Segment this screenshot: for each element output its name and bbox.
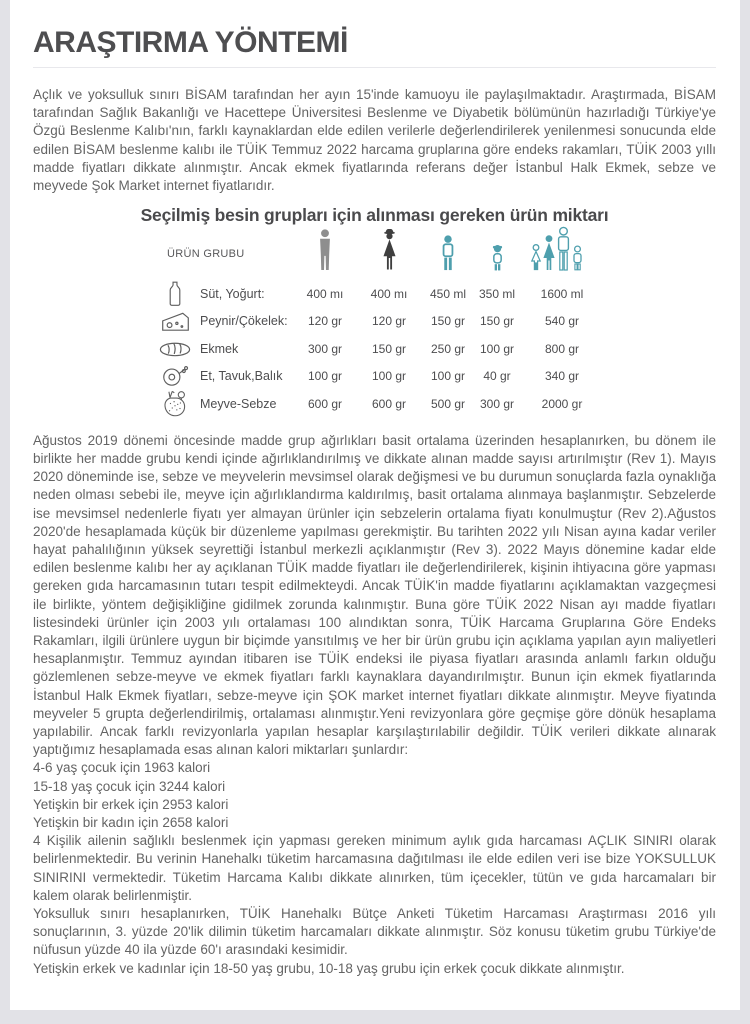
quantity-cell: 500 gr bbox=[430, 396, 466, 411]
column-header-adult-male bbox=[300, 228, 350, 280]
toddler-icon bbox=[490, 244, 505, 276]
quantity-cell: 100 gr bbox=[371, 369, 407, 384]
food-row-label: Süt, Yoğurt: bbox=[200, 286, 265, 301]
food-icon-cell bbox=[150, 280, 200, 308]
quantity-cell: 400 mı bbox=[370, 286, 408, 301]
quantity-cell: 150 gr bbox=[430, 314, 466, 329]
quantity-cell: 300 gr bbox=[307, 341, 343, 356]
food-icon-cell bbox=[150, 390, 200, 418]
man-icon bbox=[315, 229, 335, 276]
quantity-cell: 150 gr bbox=[371, 341, 407, 356]
food-row-label: Et, Tavuk,Balık bbox=[200, 369, 283, 384]
column-header-toddler bbox=[468, 228, 526, 280]
poverty-threshold-paragraph: Yoksulluk sınırı hesaplanırken, TÜİK Hanehalkı Bütçe Anketi Tüketim Harcaması Araştırması 2016 yılı sonuçlarının, 3. yüzde 20'lik dilimin tüketim harcamaları dikkate alınmıştır. Söz konusu tüketim grubu Türkiye'de nüfusun yüzde 40 ila yüzde 60'ı arasındaki kesimidir. bbox=[33, 906, 716, 958]
quantity-cell: 600 gr bbox=[307, 396, 343, 411]
hunger-threshold-paragraph: 4 Kişilik ailenin sağlıklı beslenmek için yapması gereken minimum aylık gıda harcaması AÇLIK SINIRI olarak belirlenmektedir. Bu verinin Hanehalkı tüketim harcamasına dağıtılması ile elde edilen veri ise bize YOKSULLUK SINIRINI vermektedir. Tüketim Harcama Kalıbı dikkate alınırken, tüm içecekler, tütün ve gıda harcamaları bir kalem olarak belirlenmiştir. bbox=[33, 833, 716, 903]
meat-icon bbox=[162, 365, 189, 387]
quantity-cell: 40 gr bbox=[483, 369, 511, 384]
produce-icon bbox=[163, 389, 187, 418]
title-divider bbox=[33, 67, 716, 68]
quantity-cell: 100 gr bbox=[430, 369, 466, 384]
quantity-cell: 540 gr bbox=[544, 314, 580, 329]
quantity-cell: 450 ml bbox=[429, 286, 467, 301]
food-icon-cell bbox=[150, 363, 200, 391]
quantity-cell: 600 gr bbox=[371, 396, 407, 411]
quantity-cell: 120 gr bbox=[371, 314, 407, 329]
quantity-cell: 1600 ml bbox=[540, 286, 584, 301]
quantity-cell: 800 gr bbox=[544, 341, 580, 356]
column-header-family bbox=[526, 228, 598, 280]
column-header-product-group: ÜRÜN GRUBU bbox=[167, 248, 245, 261]
calorie-line-adult-female: Yetişkin bir kadın için 2658 kalori bbox=[33, 814, 229, 830]
quantity-cell: 100 gr bbox=[307, 369, 343, 384]
intro-paragraph: Açlık ve yoksulluk sınırı BİSAM tarafından her ayın 15'inde kamuoyu ile paylaşılmaktadır. Araştırmada, BİSAM tarafından Sağlık Bakanlığı ve Hacettepe Üniversitesi Beslenme ve Diyabetik bölümünün hazırladığı Türkiye'ye Özgü Beslenme Kalıbı'nın, farklı kaynaklardan elde edilen verilerle değerlendirilerek yenilenmesi sonucunda elde edilen BİSAM beslenme kalıbı ile TÜİK Temmuz 2022 harcama gruplarına göre endeks rakamları, TÜİK 2003 yıllı madde fiyatları dikkate alınmıştır. Ancak ekmek fiyatlarında referans değer İstanbul Halk Ekmek, sebze ve meyvede Şok Market internet fiyatlarıdır. bbox=[33, 87, 716, 194]
cheese-icon bbox=[161, 311, 190, 332]
quantity-cell: 120 gr bbox=[307, 314, 343, 329]
quantity-cell: 100 gr bbox=[479, 341, 515, 356]
family-icon bbox=[530, 223, 594, 276]
quantity-cell: 350 ml bbox=[478, 286, 516, 301]
bread-icon bbox=[158, 341, 192, 357]
food-row-label: Peynir/Çökelek: bbox=[200, 314, 288, 329]
food-quantity-table-section bbox=[33, 205, 716, 418]
quantity-cell: 340 gr bbox=[544, 369, 580, 384]
calorie-line-adult-male: Yetişkin bir erkek için 2953 kalori bbox=[33, 796, 229, 812]
age-group-note: Yetişkin erkek ve kadınlar için 18-50 yaş grubu, 10-18 yaş grubu için erkek çocuk dikkate alınmıştır. bbox=[33, 960, 625, 976]
calorie-line-child-4-6: 4-6 yaş çocuk için 1963 kalori bbox=[33, 760, 211, 776]
quantity-cell: 250 gr bbox=[430, 341, 466, 356]
woman-icon bbox=[378, 229, 401, 276]
table-title: Seçilmiş besin grupları için alınması gereken ürün miktarı bbox=[140, 205, 609, 226]
method-paragraph: Ağustos 2019 dönemi öncesinde madde grup ağırlıkları basit ortalama üzerinden hesaplanırken, bu dönem ile birlikte her madde grubu kendi içinde ağırlıklandırılmış ve dikkate alınan madde sayısı artırılmıştır (Rev 1). Mayıs 2020 döneminde ise, sebze ve meyvelerin mevsimsel olarak değişmesi ve bu durumun sonuçlarda fazla oynaklığa neden olması sebebi ile, meyve için ağırlıklandırma kaldırılmış, basit ortalama alınmaya başlanmıştır. Sebzelerde ise mevsimsel nedenlerle fiyatı yer almayan ürünler için sebzelerin ortalama fiyatı konulmuştur (Rev 2).Ağustos 2020'de hesaplamada küçük bir düzenleme yapılması gerekmiştir. Bu tarihten 2022 yılı Nisan ayına kadar veriler hayat pahalılığının yüksek seyrettiği İstanbul merkezli açıklanmıştır (Rev 3). 2022 Mayıs dönemine kadar elde edilen beslenme kalıbı her ay açıklanan TÜİK madde fiyatları ile değerlendirilerek, kişinin ihtiyacına göre yapması gereken gıda harcamasının tutarı tespit edilmekteydi. Ancak TÜİK'in madde fiyatlarını açıklamaktan vazgeçmesi ile birlikte, yöntem değişikliğine gidilmek zorunda kalınmıştır. Buna göre TÜİK 2022 Nisan ayı madde fiyatları listesindeki ürünler için 2003 yılı ortalaması 100 alındıktan sonra, TÜİK Harcama Gruplarına Göre Endeks Rakamları, ilgili ürünlere uygun bir biçimde yansıtılmış ve her bir ürün grubu için açıklama yapılan ayın maliyetleri hesaplanmıştır. Temmuz ayından itibaren ise TÜİK endeksi ile piyasa fiyatları arasında anlamlı farkın olduğu gözlemlenen sebze-meyve ve ekmek fiyatları farklı kaynaklara dayandırılmıştır. Bunun için ekmek fiyatlarında İstanbul Halk Ekmek fiyatları, sebze-meyve için ŞOK market internet fiyatları dikkate alınmıştır. Meyve fiyatında meyveler 5 grupta değerlendirilmiş, ortalaması alınmıştır.Yeni revizyonlara göre geçmişe göre dönük hesaplama yapılabilir. Ancak farklı revizyonlarla yapılan hesaplar karşılaştırılabilir değildir. TÜİK verileri dikkate alınarak yaptığımız hesaplamada esas alınan kalori miktarları şunlardır: bbox=[33, 432, 716, 758]
boy-icon bbox=[440, 235, 456, 276]
quantity-cell: 2000 gr bbox=[541, 396, 583, 411]
column-header-teen-boy bbox=[428, 228, 468, 280]
food-row-label: Meyve-Sebze bbox=[200, 396, 277, 411]
calorie-line-child-15-18: 15-18 yaş çocuk için 3244 kalori bbox=[33, 778, 226, 794]
calorie-list bbox=[33, 759, 716, 832]
food-icon-cell bbox=[150, 308, 200, 336]
food-quantity-table bbox=[150, 228, 716, 418]
quantity-cell: 400 mı bbox=[306, 286, 344, 301]
quantity-cell: 150 gr bbox=[479, 314, 515, 329]
page-title: ARAŞTIRMA YÖNTEMİ bbox=[33, 26, 348, 59]
milk-bottle-icon bbox=[167, 281, 183, 307]
document-page bbox=[10, 0, 740, 1010]
quantity-cell: 300 gr bbox=[479, 396, 515, 411]
food-row-label: Ekmek bbox=[200, 341, 239, 356]
column-header-adult-female bbox=[350, 228, 428, 280]
food-icon-cell bbox=[150, 335, 200, 363]
